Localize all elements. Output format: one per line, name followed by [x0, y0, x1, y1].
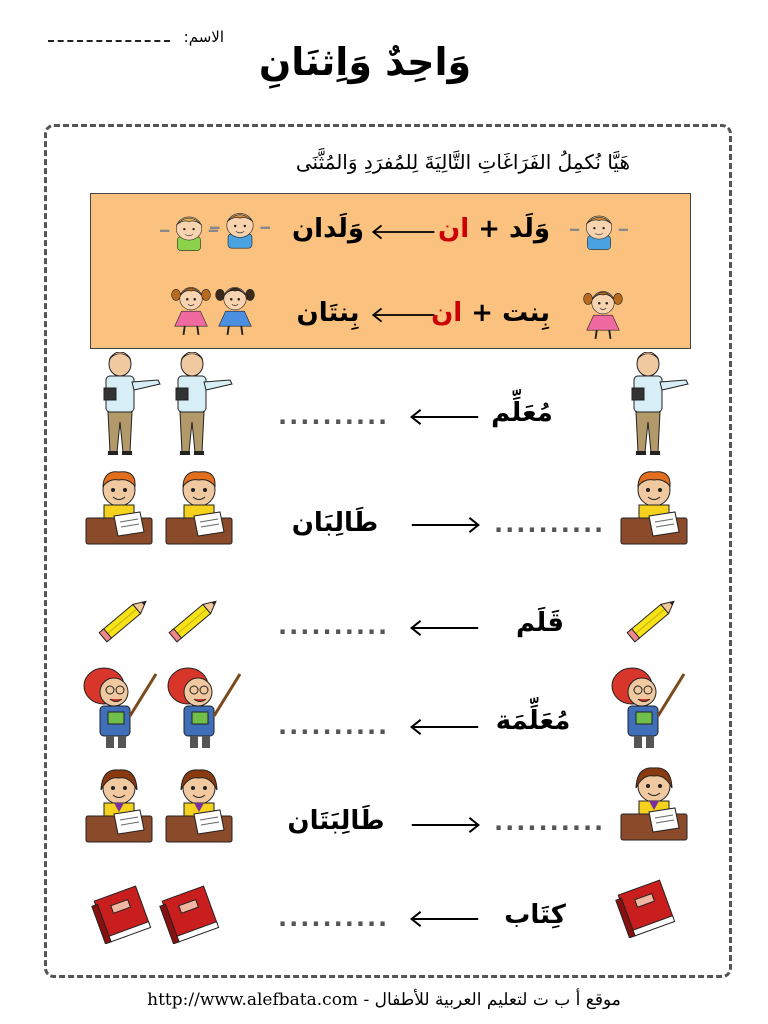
example-equation	[440, 214, 550, 244]
two-boys-image	[160, 200, 270, 262]
girl-image	[578, 280, 628, 344]
answer-blank[interactable]: ..........	[494, 808, 606, 836]
example-dual-word: وَلَدان	[291, 214, 365, 244]
student-image	[618, 470, 694, 550]
exercise-word: كِتَاب	[504, 900, 566, 930]
teacher-image	[624, 352, 694, 456]
arrow-left-icon	[408, 909, 480, 929]
arrow-left-icon	[408, 407, 480, 427]
footer-separator: -	[363, 990, 370, 1010]
two-girls-image	[166, 276, 262, 342]
answer-blank[interactable]: ..........	[278, 712, 390, 740]
dual-suffix: ان	[438, 214, 470, 244]
instruction-text: هَيَّا نُكمِلُ الفَرَاغَاتِ التَّالِيَةَ لِلمُفرَدِ وَالمُثَّنَى	[295, 150, 630, 174]
arrow-left-icon	[408, 618, 480, 638]
name-label: الاسم:	[183, 28, 224, 46]
exercise-word: مُعَلِّمَة	[495, 706, 571, 736]
plus-sign: +	[478, 214, 500, 244]
arrow-right-icon	[410, 815, 482, 835]
arrow-left-icon	[408, 717, 480, 737]
arrow-right-icon	[410, 515, 482, 535]
answer-blank[interactable]: ..........	[278, 612, 390, 640]
singular-word: وَلَد	[509, 214, 550, 244]
exercise-word: قَلَم	[515, 608, 565, 638]
exercise-word: طَالِبَتَان	[287, 806, 385, 836]
footer-url[interactable]: http://www.alefbata.com	[147, 990, 359, 1010]
two-female-students-image	[84, 768, 234, 848]
dual-suffix: ان	[431, 298, 463, 328]
exercise-word: مُعَلِّم	[491, 398, 553, 428]
boy-image	[570, 202, 628, 260]
answer-blank[interactable]: ..........	[494, 510, 606, 538]
singular-word: بِنت	[502, 298, 550, 328]
footer-site-name: موقع أ ب ت لتعليم العربية للأطفال	[374, 990, 621, 1010]
two-teachers-image	[96, 352, 246, 456]
answer-blank[interactable]: ..........	[278, 402, 390, 430]
female-teacher-image	[606, 666, 692, 750]
book-image	[614, 876, 684, 942]
name-blank-line[interactable]	[48, 40, 170, 42]
arrow-left-icon	[370, 222, 436, 242]
female-student-image	[618, 766, 694, 846]
example-equation	[431, 298, 550, 328]
two-female-teachers-image	[78, 666, 248, 750]
page-title: وَاحِدٌ وَاِثنَانِ	[258, 40, 472, 84]
plus-sign: +	[471, 298, 494, 328]
answer-blank[interactable]: ..........	[278, 904, 390, 932]
footer	[0, 990, 768, 1010]
two-pencils-image	[96, 590, 236, 646]
two-students-image	[84, 470, 234, 550]
two-books-image	[90, 882, 230, 948]
arrow-left-icon	[370, 305, 436, 325]
exercise-word: طَالِبَان	[291, 508, 379, 538]
pencil-image	[624, 590, 686, 646]
example-dual-word: بِنتَان	[296, 298, 360, 328]
